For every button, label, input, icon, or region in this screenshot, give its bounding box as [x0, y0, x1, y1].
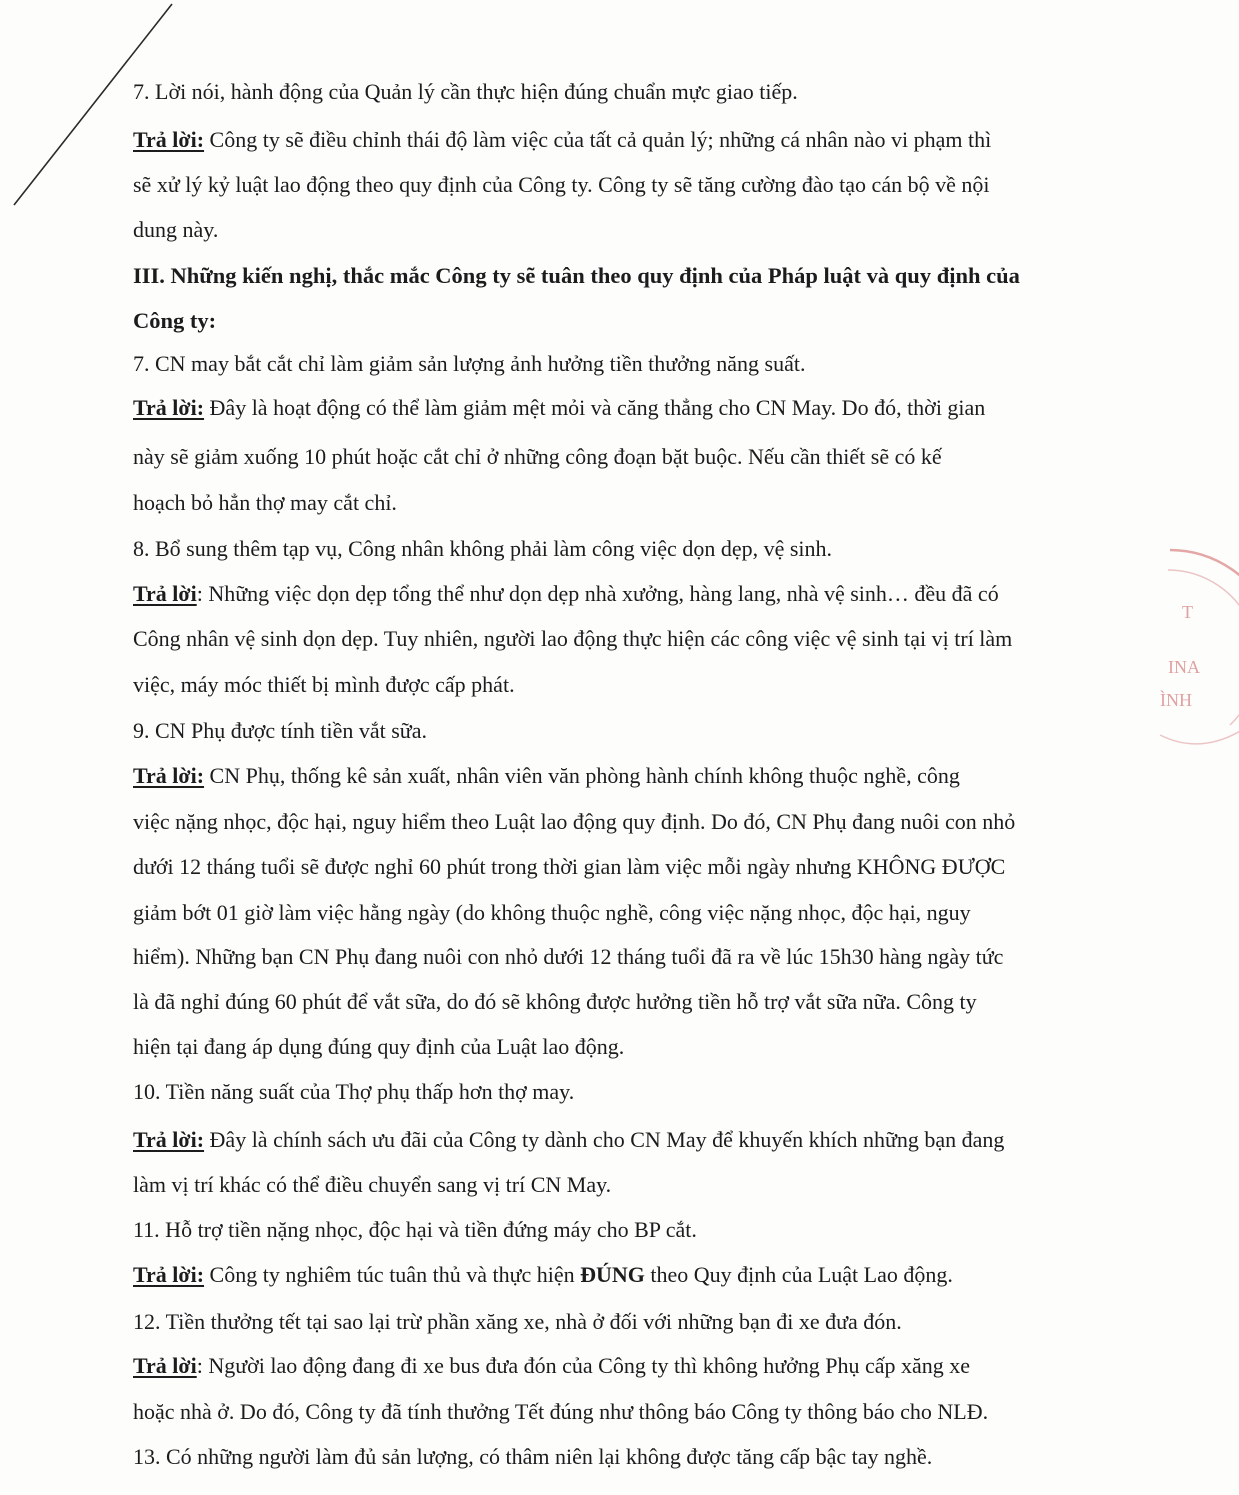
answer-9-line-7: hiện tại đang áp dụng đúng quy định của Luật lao động. — [133, 1034, 625, 1059]
svg-text:INA: INA — [1168, 657, 1200, 677]
answer-label: Trả lời: — [133, 1127, 205, 1152]
answer-8-line-2: Công nhân vệ sinh dọn dẹp. Tuy nhiên, người lao động thực hiện các công việc vệ sinh tại vị trí làm — [133, 626, 1013, 651]
answer-9-line-1: Trả lời: CN Phụ, thống kê sản xuất, nhân viên văn phòng hành chính không thuộc nghề, công — [133, 763, 960, 788]
answer-label: Trả lời: — [133, 1262, 205, 1287]
emphasis-dung: ĐÚNG — [580, 1262, 645, 1287]
answer-12-line-1: Trả lời: Người lao động đang đi xe bus đưa đón của Công ty thì không hưởng Phụ cấp xăng xe — [133, 1353, 971, 1378]
answer-10-line-1: Trả lời: Đây là chính sách ưu đãi của Công ty dành cho CN May để khuyến khích những bạn đang — [133, 1127, 1005, 1152]
question-13: 13. Có những người làm đủ sản lượng, có thâm niên lại không được tăng cấp bậc tay nghề. — [133, 1444, 933, 1469]
answer-10-line-2: làm vị trí khác có thể điều chuyển sang vị trí CN May. — [133, 1172, 612, 1197]
answer-7-thread-cutting-line-1: Trả lời: Đây là hoạt động có thể làm giảm mệt mỏi và căng thẳng cho CN May. Do đó, thời gian — [133, 395, 986, 420]
answer-7-thread-cutting-line-2: này sẽ giảm xuống 10 phút hoặc cắt chỉ ở những công đoạn bặt buộc. Nếu cần thiết sẽ có kế — [133, 444, 942, 469]
svg-text:ÌNH: ÌNH — [1160, 690, 1192, 710]
answer-11: Trả lời: Công ty nghiêm túc tuân thủ và thực hiện ĐÚNG theo Quy định của Luật Lao động. — [133, 1262, 953, 1287]
answer-label: Trả lời: — [133, 395, 205, 420]
answer-9-line-5: hiểm). Những bạn CN Phụ đang nuôi con nhỏ dưới 12 tháng tuổi đã ra về lúc 15h30 hàng ngày tức — [133, 944, 1004, 969]
question-7-communication: 7. Lời nói, hành động của Quản lý cần thực hiện đúng chuẩn mực giao tiếp. — [133, 79, 798, 104]
answer-9-line-6: là đã nghỉ đúng 60 phút để vắt sữa, do đó sẽ không được hưởng tiền hỗ trợ vắt sữa nữa. Công ty — [133, 989, 977, 1014]
answer-9-line-4: giảm bớt 01 giờ làm việc hằng ngày (do không thuộc nghề, công việc nặng nhọc, độc hại, nguy — [133, 900, 971, 925]
section-iii-heading-line-1: III. Những kiến nghị, thắc mắc Công ty sẽ tuân theo quy định của Pháp luật và quy định của — [133, 263, 1020, 288]
answer-7-thread-cutting-line-3: hoạch bỏ hẳn thợ may cắt chỉ. — [133, 490, 397, 515]
answer-9-line-2: việc nặng nhọc, độc hại, nguy hiểm theo Luật lao động quy định. Do đó, CN Phụ đang nuôi con nhỏ — [133, 809, 1016, 834]
question-12: 12. Tiền thưởng tết tại sao lại trừ phần xăng xe, nhà ở đối với những bạn đi xe đưa đón. — [133, 1309, 902, 1334]
question-9: 9. CN Phụ được tính tiền vắt sữa. — [133, 718, 427, 743]
question-7-thread-cutting: 7. CN may bắt cắt chỉ làm giảm sản lượng ảnh hưởng tiền thưởng năng suất. — [133, 351, 806, 376]
answer-9-line-3: dưới 12 tháng tuổi sẽ được nghỉ 60 phút trong thời gian làm việc mỗi ngày nhưng KHÔNG ĐƯỢC — [133, 854, 1006, 879]
answer-8-line-3: việc, máy móc thiết bị mình được cấp phát. — [133, 672, 515, 697]
red-stamp-seal — [1150, 540, 1239, 760]
answer-8-line-1: Trả lời: Những việc dọn dẹp tổng thể như dọn dẹp nhà xưởng, hàng lang, nhà vệ sinh… đều đã có — [133, 581, 999, 606]
answer-7-communication-line-2: sẽ xử lý kỷ luật lao động theo quy định của Công ty. Công ty sẽ tăng cường đào tạo cán bộ về nội — [133, 172, 990, 197]
answer-12-line-2: hoặc nhà ở. Do đó, Công ty đã tính thưởng Tết đúng như thông báo Công ty thông báo cho NLĐ. — [133, 1399, 989, 1424]
question-10: 10. Tiền năng suất của Thợ phụ thấp hơn thợ may. — [133, 1079, 575, 1104]
section-iii-heading-line-2: Công ty: — [133, 308, 217, 333]
answer-7-communication-line-3: dung này. — [133, 217, 219, 242]
answer-label: Trả lời: — [133, 763, 205, 788]
svg-text:T: T — [1182, 602, 1193, 622]
answer-label: Trả lời: — [133, 127, 205, 152]
question-11: 11. Hỗ trợ tiền nặng nhọc, độc hại và tiền đứng máy cho BP cắt. — [133, 1217, 697, 1242]
answer-label: Trả lời — [133, 581, 197, 606]
answer-label: Trả lời — [133, 1353, 197, 1378]
question-8: 8. Bổ sung thêm tạp vụ, Công nhân không phải làm công việc dọn dẹp, vệ sinh. — [133, 536, 833, 561]
answer-7-communication-line-1: Trả lời: Công ty sẽ điều chỉnh thái độ làm việc của tất cả quản lý; những cá nhân nào vi phạm thì — [133, 127, 992, 152]
